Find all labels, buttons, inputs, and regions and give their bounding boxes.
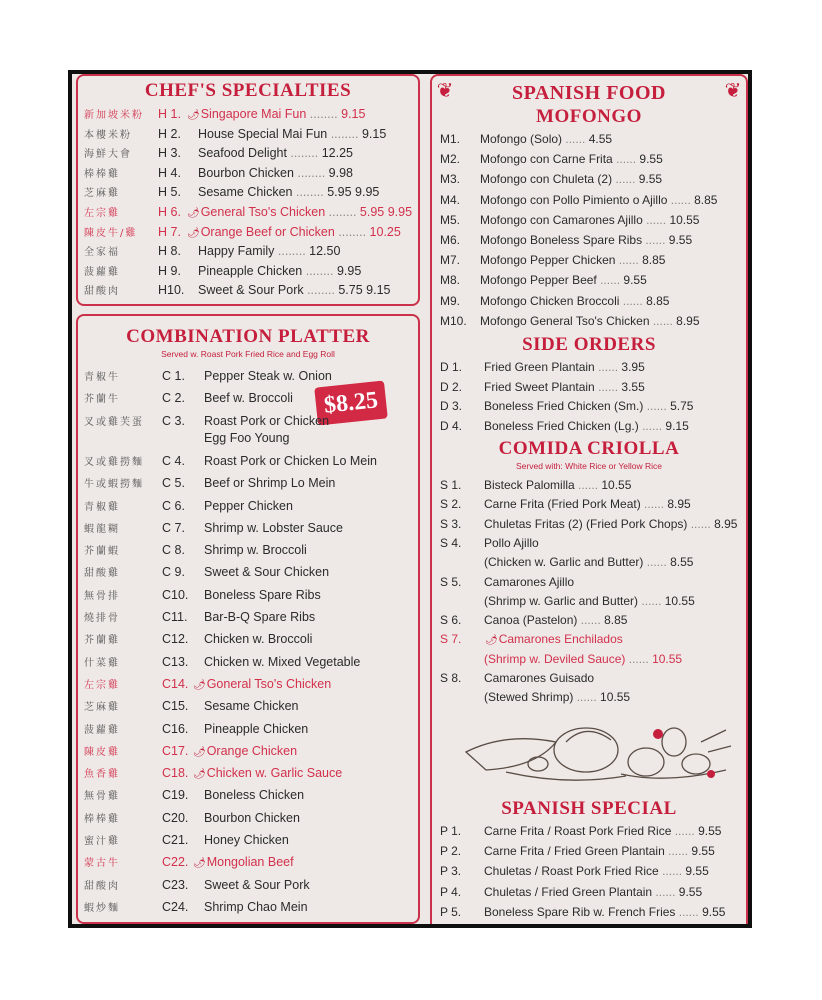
item-description: (Shrimp w. Deviled Sauce)	[484, 651, 626, 666]
item-price: 12.25	[321, 146, 353, 161]
item-code: H10.	[158, 283, 185, 298]
item-code: M2.	[440, 152, 461, 167]
item-chinese-name: 全家福	[84, 247, 120, 259]
item-code: S 4.	[440, 535, 462, 550]
menu-item: S 2. Carne Frita (Fried Pork Meat) ...... 8.95	[440, 497, 691, 512]
menu-item-line2: (Chicken w. Garlic and Butter) ...... 8.55	[484, 555, 694, 570]
menu-item	[84, 899, 308, 914]
menu-item	[84, 413, 329, 428]
item-name: Goneral Tso's Chicken	[206, 676, 332, 691]
item-chinese-name: 青椒雞	[84, 501, 120, 513]
item-chinese-name: 陳皮雞	[84, 746, 120, 758]
item-code: C 7.	[162, 520, 185, 535]
item-name: Carne Frita / Fried Green Plantain	[484, 844, 665, 859]
menu-item: P 4. Chuletas / Fried Green Plantain ...... 9.55	[440, 884, 703, 899]
rose-ornament-icon: ❦	[436, 80, 454, 102]
item-chinese-name: 芥蘭雞	[84, 635, 120, 647]
menu-item: 甜酸肉 H10. Sweet & Sour Pork ........ 5.75 9.15	[84, 283, 391, 298]
item-code: D 3.	[440, 399, 463, 413]
menu-item	[84, 765, 342, 780]
chef-specialties-title: CHEF'S SPECIALTIES	[144, 80, 352, 101]
item-code: M5.	[440, 212, 461, 227]
item-price: 9.55	[702, 904, 726, 919]
menu-item: M2. Mofongo con Carne Frita ...... 9.55	[440, 152, 663, 167]
item-price: 8.85	[646, 293, 670, 308]
item-code: C23.	[162, 877, 189, 892]
item-price: 9.55	[685, 864, 709, 879]
item-price: 8.95	[667, 497, 691, 512]
side-orders-title: SIDE ORDERS	[522, 334, 656, 355]
menu-item: S 6. Canoa (Pastelon) ...... 8.85	[440, 613, 628, 628]
item-code: S 7.	[440, 632, 462, 647]
item-chinese-name: 無骨雞	[84, 791, 120, 803]
item-price: 9.95	[336, 263, 362, 278]
spanish-food-title: SPANISH FOOD	[512, 82, 666, 104]
item-name: Mofongo con Chuleta (2)	[480, 172, 613, 187]
item-description: (Chicken w. Garlic and Butter)	[484, 555, 644, 570]
item-chinese-name: 芥蘭牛	[84, 394, 120, 406]
item-price: 10.55	[600, 690, 631, 705]
item-price: 8.95	[714, 516, 738, 531]
item-price: 8.55	[670, 555, 694, 570]
menu-item	[84, 631, 312, 646]
item-name: Camarones Enchilados	[498, 632, 623, 647]
item-code: S 8.	[440, 671, 462, 685]
item-code: C 9.	[162, 565, 185, 580]
price-badge: $8.25	[314, 380, 388, 425]
item-code: C 3.	[162, 413, 185, 428]
item-name: Sweet & Sour Pork	[204, 877, 310, 892]
menu-item	[84, 368, 332, 383]
item-code: S 3.	[440, 516, 462, 531]
menu-item-line2: (Stewed Shrimp) ...... 10.55	[484, 690, 631, 705]
item-name: Camarones Guisado	[484, 671, 595, 685]
item-chinese-name: 芥蘭蝦	[84, 546, 120, 558]
menu-item: D 3. Boneless Fried Chicken (Sm.) ...... 5.75	[440, 399, 694, 413]
item-chinese-name: 棒棒雞	[84, 813, 120, 825]
item-name: Bisteck Palomilla	[484, 478, 575, 492]
item-name: Carne Frita (Fried Pork Meat)	[484, 497, 641, 512]
menu-item	[84, 787, 304, 802]
item-name: General Tso's Chicken	[200, 205, 326, 219]
item-chinese-name: 陳皮牛/雞	[84, 227, 138, 239]
item-chinese-name: 新加坡米粉	[84, 110, 144, 121]
menu-item	[84, 609, 315, 624]
item-code: P 1.	[440, 824, 462, 838]
menu-item-line2: (Shrimp w. Garlic and Butter) ...... 10.55	[484, 593, 695, 608]
menu-item: 棒棒雞 H 4. Bourbon Chicken ........ 9.98	[84, 165, 353, 180]
item-chinese-name: 甜酸肉	[84, 286, 120, 298]
spanish-special-title: SPANISH SPECIAL	[501, 798, 677, 819]
item-price: 9.55	[698, 824, 722, 838]
item-chinese-name: 蝦炒麵	[84, 902, 120, 914]
item-name: Boneless Spare Rib w. French Fries	[484, 904, 676, 919]
spanish-food-panel	[430, 74, 748, 924]
item-price: 9.15	[361, 126, 387, 141]
menu-item: M7. Mofongo Pepper Chicken ...... 8.85	[440, 253, 666, 268]
item-code: M6.	[440, 233, 461, 247]
menu-item	[84, 743, 297, 758]
menu-item: 本樓米粉 H 2. House Special Mai Fun ........ 9.15	[84, 126, 387, 141]
menu-item	[84, 520, 343, 535]
menu-page	[72, 74, 748, 924]
pepper-icon: 🌶	[193, 679, 206, 691]
item-name: Chicken w. Mixed Vegetable	[204, 654, 361, 669]
item-code: C20.	[162, 810, 189, 825]
menu-item	[440, 632, 623, 646]
item-code: C18.	[162, 766, 189, 781]
item-name: Shrimp Chao Mein	[204, 899, 308, 914]
menu-item: M8. Mofongo Pepper Beef ...... 9.55	[440, 273, 647, 288]
item-code: D 2.	[440, 379, 463, 394]
item-code: C15.	[162, 699, 189, 714]
item-code: C 8.	[162, 543, 185, 558]
item-price: 5.95 9.95	[327, 185, 380, 200]
menu-item	[440, 536, 539, 550]
item-chinese-name: 蝦龍糊	[84, 523, 120, 535]
item-code: S 6.	[440, 613, 462, 628]
item-code: H 3.	[158, 146, 181, 161]
pepper-icon: 🌶	[187, 208, 200, 219]
item-description: (Shrimp w. Garlic and Butter)	[484, 593, 639, 608]
menu-item: S 3. Chuletas Fritas (2) (Fried Pork Chops) ...... 8.95	[440, 516, 738, 531]
item-chinese-name: 菠蘿雞	[84, 266, 120, 278]
item-code: H 1.	[158, 107, 181, 121]
item-price: 9.15	[341, 107, 366, 121]
item-code: H 7.	[158, 224, 181, 239]
item-code: P 2.	[440, 844, 462, 859]
item-name: Singapore Mai Fun	[200, 107, 307, 121]
food-sketch-icon	[446, 712, 736, 792]
menu-item: 左宗雞 H 6. 🌶General Tso's Chicken ........ 5.95 9.95	[84, 205, 413, 219]
item-name: Sesame Chicken	[198, 185, 293, 200]
item-name: Mofongo Chicken Broccoli	[480, 293, 620, 308]
item-name: Pepper Steak w. Onion	[204, 369, 332, 383]
rose-ornament-icon: ❦	[724, 80, 742, 102]
item-code: M4.	[440, 192, 461, 207]
item-description: (Stewed Shrimp)	[484, 690, 574, 705]
item-code: M8.	[440, 273, 461, 288]
menu-item: M3. Mofongo con Chuleta (2) ...... 9.55	[440, 172, 663, 187]
item-name: Honey Chicken	[204, 833, 289, 847]
mofongo-title: MOFONGO	[536, 106, 642, 127]
item-name: Mofongo General Tso's Chicken	[480, 313, 650, 328]
menu-item: M5. Mofongo con Camarones Ajillo ...... 10.55	[440, 212, 700, 227]
item-name: Bourbon Chicken	[204, 810, 300, 825]
item-name: Mongolian Beef	[206, 855, 294, 870]
item-code: M7.	[440, 253, 461, 268]
menu-photo-frame	[68, 70, 752, 928]
menu-item: S 1. Bisteck Palomilla ...... 10.55	[440, 478, 632, 492]
menu-item: D 4. Boneless Fried Chicken (Lg.) ...... 9.15	[440, 418, 689, 433]
item-chinese-name: 海鮮大會	[84, 149, 132, 161]
item-name: Mofongo Boneless Spare Ribs	[480, 233, 643, 247]
item-name: Shrimp w. Lobster Sauce	[204, 520, 343, 535]
item-price: 10.55	[669, 212, 700, 227]
menu-item	[84, 453, 377, 468]
item-price: 8.85	[642, 253, 666, 268]
item-code: C 6.	[162, 498, 185, 513]
item-code: P 5.	[440, 904, 462, 919]
item-chinese-name: 左宗雞	[84, 679, 120, 691]
item-code: C 1.	[162, 369, 185, 383]
item-name: Bourbon Chicken	[198, 165, 294, 180]
menu-item-line2: (Shrimp w. Deviled Sauce) ...... 10.55	[484, 651, 683, 666]
item-name: Orange Beef or Chicken	[200, 224, 335, 239]
item-name: Mofongo con Pollo Pimiento o Ajillo	[480, 192, 668, 207]
chef-specialties-panel	[76, 74, 420, 306]
item-name: Shrimp w. Broccoli	[204, 543, 307, 558]
item-name: Happy Family	[198, 244, 275, 259]
menu-item	[84, 854, 294, 869]
item-code: M9.	[440, 293, 461, 308]
item-name: Fried Sweet Plantain	[484, 379, 595, 394]
item-code: S 5.	[440, 574, 462, 589]
menu-item-line2: Egg Foo Young	[204, 430, 290, 445]
menu-item: P 3. Chuletas / Roast Pork Fried Rice ...... 9.55	[440, 864, 709, 879]
menu-item: 海鮮大會 H 3. Seafood Delight ........ 12.25	[84, 146, 353, 161]
item-chinese-name: 牛或蝦撈麵	[84, 479, 144, 491]
item-name: Chuletas / Fried Green Plantain	[484, 884, 653, 899]
item-code: C17.	[162, 743, 189, 758]
item-code: H 2.	[158, 126, 181, 141]
item-code: P 3.	[440, 864, 462, 879]
menu-item: D 1. Fried Green Plantain ...... 3.95	[440, 360, 645, 374]
comida-criolla-subtitle: Served with: White Rice or Yellow Rice	[516, 461, 662, 471]
item-price: 3.95	[621, 360, 645, 374]
item-chinese-name: 甜酸肉	[84, 880, 120, 892]
item-code: H 4.	[158, 165, 181, 180]
item-name: Pineapple Chicken	[204, 721, 309, 736]
item-name: Sweet & Sour Chicken	[204, 565, 330, 580]
item-name: Mofongo Pepper Chicken	[480, 253, 616, 268]
item-code: P 4.	[440, 884, 462, 899]
item-price: 8.85	[604, 613, 628, 628]
item-chinese-name: 蒙古牛	[84, 858, 120, 870]
item-code: C14.	[162, 676, 189, 691]
item-price: 12.50	[309, 244, 341, 259]
item-chinese-name: 菠蘿雞	[84, 724, 120, 736]
item-name: Boneless Fried Chicken (Sm.)	[484, 399, 644, 413]
menu-item	[84, 542, 307, 557]
item-name: Sesame Chicken	[204, 699, 299, 714]
item-name: Mofongo Pepper Beef	[480, 273, 597, 288]
item-name: Roast Pork or Chicken	[204, 413, 330, 428]
item-price: 4.55	[588, 132, 613, 146]
item-name: Chuletas Fritas (2) (Fried Pork Chops)	[484, 516, 688, 531]
item-price: 9.98	[328, 165, 353, 180]
menu-item	[84, 475, 335, 490]
pepper-icon: 🌶	[485, 635, 498, 647]
menu-item	[84, 721, 308, 736]
item-chinese-name: 蜜汁雞	[84, 836, 120, 847]
pepper-icon: 🌶	[193, 858, 206, 870]
pepper-icon: 🌶	[187, 110, 200, 121]
item-chinese-name: 芝麻雞	[84, 188, 120, 200]
item-chinese-name: 叉或雞芙蛋	[84, 416, 144, 428]
item-code: M3.	[440, 172, 461, 187]
item-chinese-name: 燒排骨	[84, 613, 120, 624]
item-name: Mofongo con Carne Frita	[480, 152, 613, 167]
item-price: 9.55	[668, 233, 693, 247]
item-name: Sweet & Sour Pork	[198, 283, 304, 298]
menu-item: M6. Mofongo Boneless Spare Ribs ...... 9.55	[440, 233, 693, 247]
menu-item	[84, 877, 310, 892]
item-price: 3.55	[621, 379, 645, 394]
item-name: Chicken w. Broccoli	[204, 632, 313, 647]
item-price: 5.75	[670, 399, 694, 413]
item-code: H 9.	[158, 263, 181, 278]
item-name: Bar-B-Q Spare Ribs	[204, 610, 316, 624]
comida-criolla-title: COMIDA CRIOLLA	[498, 438, 680, 459]
item-code: D 4.	[440, 418, 463, 433]
item-name: Orange Chicken	[206, 743, 298, 758]
item-code: C22.	[162, 855, 189, 870]
item-name: Canoa (Pastelon)	[484, 613, 578, 628]
menu-item: 菠蘿雞 H 9. Pineapple Chicken ........ 9.95	[84, 263, 362, 278]
menu-item	[84, 676, 331, 691]
item-chinese-name: 無骨排	[84, 590, 120, 602]
menu-item: M10. Mofongo General Tso's Chicken ...... 8.95	[440, 313, 700, 328]
menu-item: 陳皮牛/雞 H 7. 🌶Orange Beef or Chicken ........ 10.25	[84, 224, 401, 239]
item-code: C 5.	[162, 476, 185, 491]
item-code: S 2.	[440, 497, 462, 512]
item-name: Pepper Chicken	[204, 498, 293, 513]
item-chinese-name: 魚香雞	[84, 769, 120, 781]
item-code: M10.	[440, 313, 467, 328]
item-code: C 4.	[162, 453, 185, 468]
menu-item	[84, 698, 299, 713]
item-code: H 8.	[158, 244, 181, 259]
menu-item	[84, 810, 300, 825]
menu-item: M4. Mofongo con Pollo Pimiento o Ajillo ...... 8.85	[440, 192, 718, 207]
item-code: C12.	[162, 632, 189, 647]
menu-item: P 2. Carne Frita / Fried Green Plantain ...... 9.55	[440, 844, 715, 859]
item-price: 9.55	[691, 844, 715, 859]
item-price: 9.55	[623, 273, 647, 288]
item-price: 9.55	[678, 884, 703, 899]
item-name: Fried Green Plantain	[484, 360, 595, 374]
menu-item	[84, 498, 293, 513]
item-chinese-name: 本樓米粉	[84, 129, 132, 141]
item-name: Pollo Ajillo	[484, 535, 539, 550]
menu-item: D 2. Fried Sweet Plantain ...... 3.55	[440, 379, 645, 394]
item-code: C19.	[162, 788, 189, 803]
menu-item	[440, 575, 574, 589]
item-code: C 2.	[162, 391, 185, 406]
menu-item	[84, 390, 293, 405]
item-chinese-name: 叉或雞撈麵	[84, 456, 144, 468]
combination-platter-subtitle: Served w. Roast Pork Fried Rice and Egg Roll	[161, 349, 335, 359]
item-code: C10.	[162, 587, 189, 602]
item-price: 10.55	[664, 593, 695, 608]
combination-platter-panel	[76, 314, 420, 924]
item-name: Roast Pork or Chicken Lo Mein	[204, 453, 377, 468]
item-price: 10.25	[369, 224, 401, 239]
item-code: H 6.	[158, 205, 181, 219]
item-name: Carne Frita / Roast Pork Fried Rice	[484, 824, 672, 838]
item-price: 10.55	[601, 478, 632, 492]
item-code: H 5.	[158, 185, 181, 200]
item-code: C21.	[162, 833, 189, 847]
item-name: Boneless Fried Chicken (Lg.)	[484, 418, 639, 433]
item-name: Boneless Chicken	[204, 788, 305, 803]
item-name: Chicken w. Garlic Sauce	[206, 766, 343, 781]
item-name: Boneless Spare Ribs	[204, 587, 321, 602]
item-code: C24.	[162, 899, 189, 914]
item-price: 8.85	[694, 192, 718, 207]
item-chinese-name: 棒棒雞	[84, 168, 120, 180]
pepper-icon: 🌶	[187, 227, 200, 239]
menu-item: P 5. Boneless Spare Rib w. French Fries ...... 9.55	[440, 904, 726, 919]
item-price: 9.55	[638, 172, 663, 187]
item-chinese-name: 芝麻雞	[84, 702, 120, 714]
item-chinese-name: 甜酸雞	[84, 568, 120, 580]
pepper-icon: 🌶	[193, 746, 206, 758]
item-name: Camarones Ajillo	[484, 574, 575, 589]
menu-item	[84, 654, 360, 669]
item-chinese-name: 什菜雞	[84, 657, 120, 669]
menu-item	[440, 671, 594, 685]
combination-platter-title: COMBINATION PLATTER	[126, 326, 370, 347]
item-chinese-name: 青椒牛	[84, 372, 120, 383]
item-code: D 1.	[440, 360, 463, 374]
menu-item: M9. Mofongo Chicken Broccoli ...... 8.85	[440, 293, 670, 308]
item-name: Seafood Delight	[198, 146, 287, 161]
item-name: Mofongo (Solo)	[480, 132, 563, 146]
item-price: 8.95	[676, 313, 700, 328]
menu-item: 全家福 H 8. Happy Family ........ 12.50	[84, 244, 341, 259]
item-chinese-name: 左宗雞	[84, 208, 120, 219]
item-name: Mofongo con Camarones Ajillo	[480, 212, 643, 227]
menu-item: 新加坡米粉 H 1. 🌶Singapore Mai Fun ........ 9.15	[84, 107, 366, 121]
item-price: 10.55	[652, 651, 683, 666]
menu-item	[84, 832, 289, 847]
item-name: Beef w. Broccoli	[204, 391, 293, 406]
item-code: C11.	[162, 610, 188, 624]
item-code: M1.	[440, 132, 461, 146]
menu-item	[84, 587, 321, 602]
item-name: House Special Mai Fun	[198, 126, 328, 141]
item-price: 9.55	[639, 152, 663, 167]
menu-item: 芝麻雞 H 5. Sesame Chicken ........ 5.95 9.95	[84, 185, 380, 200]
item-code: S 1.	[440, 478, 462, 492]
pepper-icon: 🌶	[193, 769, 206, 781]
item-price: 5.95 9.95	[359, 205, 413, 219]
item-price: 9.15	[665, 418, 689, 433]
menu-item	[84, 564, 329, 579]
item-name: Chuletas / Roast Pork Fried Rice	[484, 864, 659, 879]
item-name: Pineapple Chicken	[198, 263, 303, 278]
item-name: Beef or Shrimp Lo Mein	[204, 476, 336, 491]
item-code: C16.	[162, 721, 189, 736]
item-price: 5.75 9.15	[338, 283, 391, 298]
menu-item: M1. Mofongo (Solo) ...... 4.55	[440, 132, 613, 146]
item-code: C13.	[162, 654, 189, 669]
menu-item: P 1. Carne Frita / Roast Pork Fried Rice ...... 9.55	[440, 824, 722, 838]
